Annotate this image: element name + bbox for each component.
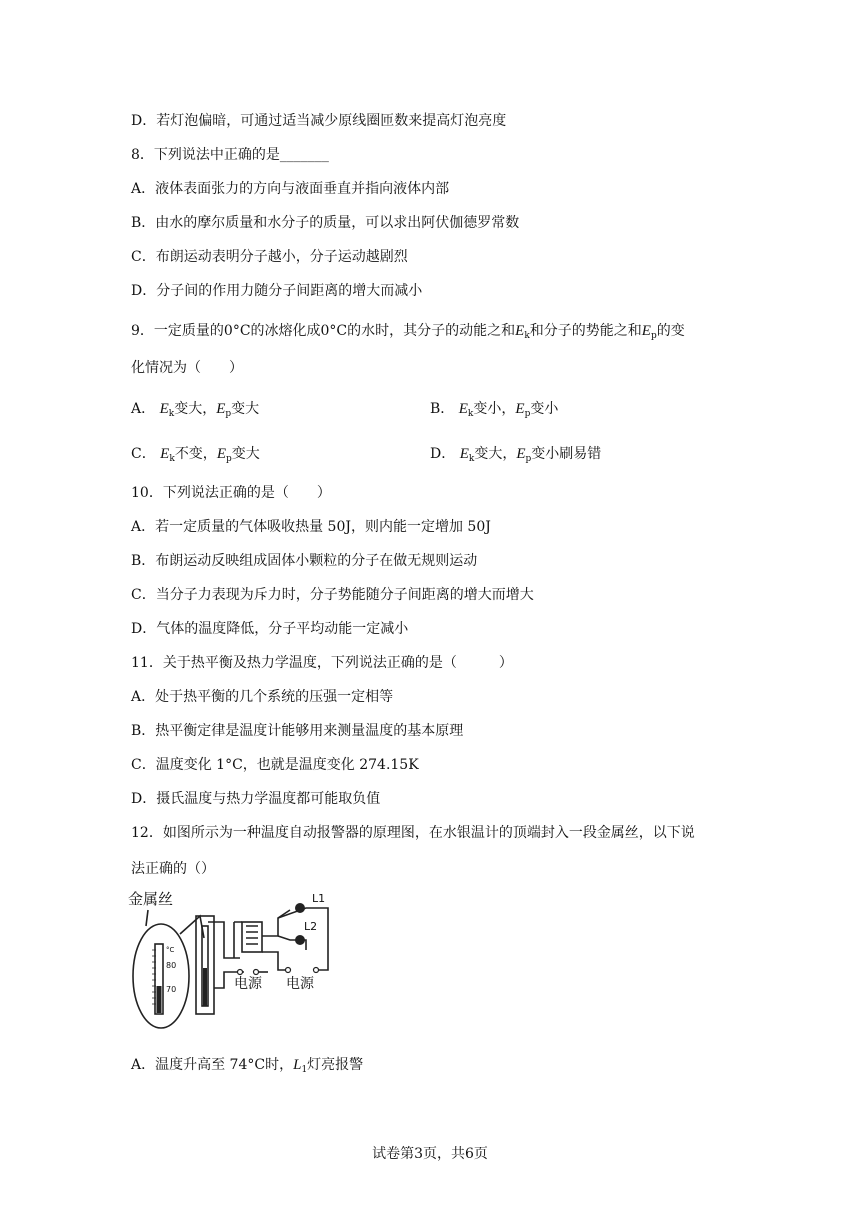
symbol-e: E xyxy=(516,446,526,462)
option-text: 变小 xyxy=(530,401,559,417)
q12-option-a xyxy=(131,1056,363,1074)
option-text: 变小刷易错 xyxy=(531,446,602,462)
power-label-2: 电源 xyxy=(286,976,314,992)
symbol-p: p xyxy=(524,409,531,419)
symbol-e: E xyxy=(216,446,226,462)
q9-stem-line1 xyxy=(131,322,685,340)
q12-stem-line2: 法正确的（） xyxy=(131,861,215,877)
option-label: B． xyxy=(430,401,455,417)
q10-stem: 10．下列说法正确的是（ ） xyxy=(131,485,331,501)
symbol-p: p xyxy=(225,409,232,419)
option-label: C． xyxy=(131,446,156,462)
q11-option-a: A．处于热平衡的几个系统的压强一定相等 xyxy=(131,689,394,705)
terminal xyxy=(286,968,291,973)
q9-text-b: 和分子的势能之和 xyxy=(529,323,642,339)
mercury-column xyxy=(203,968,207,1006)
option-text: 变大 xyxy=(231,446,260,462)
wire-label: 金属丝 xyxy=(128,890,174,908)
symbol-e: E xyxy=(641,323,651,339)
symbol-k: k xyxy=(467,409,474,419)
scale-80: 80 xyxy=(166,961,177,970)
q8-option-d: D．分子间的作用力随分子间距离的增大而减小 xyxy=(131,283,423,299)
symbol-e: E xyxy=(159,401,169,417)
lamp-l2 xyxy=(295,935,305,945)
symbol-p: p xyxy=(650,331,657,341)
symbol-p: p xyxy=(225,454,232,464)
q9-text-c: 的变 xyxy=(656,323,685,339)
coil-windings xyxy=(246,926,258,944)
symbol-e: E xyxy=(458,401,468,417)
symbol-k: k xyxy=(524,331,530,341)
option-label: D． xyxy=(430,446,456,462)
q8-option-a: A．液体表面张力的方向与液面垂直并指向液体内部 xyxy=(131,181,450,197)
q9-text-a: 9．一定质量的0°C的冰熔化成0°C的水时，其分子的动能之和 xyxy=(131,323,516,339)
q8-stem: 8．下列说法中正确的是_______ xyxy=(131,147,329,163)
symbol-e: E xyxy=(160,446,170,462)
option-text: 变大， xyxy=(474,446,517,462)
q8-option-c: C．布朗运动表明分子越小，分子运动越剧烈 xyxy=(131,249,408,265)
callout-lines xyxy=(180,916,204,938)
page-footer: 试卷第3页，共6页 xyxy=(372,1146,488,1162)
q9-option-a xyxy=(131,400,259,418)
q11-option-c: C．温度变化 1°C，也就是温度变化 274.15K xyxy=(131,757,419,773)
terminal xyxy=(238,970,243,975)
option-text: 变大 xyxy=(231,401,260,417)
terminal xyxy=(254,970,259,975)
q11-stem: 11．关于热平衡及热力学温度，下列说法正确的是（ ） xyxy=(131,655,513,671)
option-text: 不变， xyxy=(174,446,217,462)
q10-option-c: C．当分子力表现为斥力时，分子势能随分子间距离的增大而增大 xyxy=(131,587,534,603)
symbol-e: E xyxy=(515,323,525,339)
symbol-e: E xyxy=(459,446,469,462)
symbol-e: E xyxy=(515,401,525,417)
q12-stem-line1: 12．如图所示为一种温度自动报警器的原理图，在水银温计的顶端封入一段金属丝，以下说 xyxy=(131,825,695,841)
q11-option-b: B．热平衡定律是温度计能够用来测量温度的基本原理 xyxy=(131,723,464,739)
q8-option-b: B．由水的摩尔质量和水分子的质量，可以求出阿伏伽德罗常数 xyxy=(131,215,520,231)
label-pointer xyxy=(146,910,148,926)
symbol-k: k xyxy=(168,409,175,419)
symbol-p: p xyxy=(525,454,532,464)
lamp-l1 xyxy=(295,903,305,913)
l2-label: L2 xyxy=(304,920,318,933)
q11-option-d: D．摄氏温度与热力学温度都可能取负值 xyxy=(131,791,381,807)
option-text: 变小， xyxy=(473,401,516,417)
wire-top xyxy=(208,922,240,958)
scale-unit: °C xyxy=(166,946,175,954)
relay-wire-bottom xyxy=(262,952,288,970)
q9-option-b xyxy=(430,400,558,418)
q10-option-d: D．气体的温度降低，分子平均动能一定减小 xyxy=(131,621,409,637)
symbol-k: k xyxy=(169,454,175,464)
power-label-1: 电源 xyxy=(234,976,262,992)
alarm-circuit-figure xyxy=(128,888,338,1033)
option-text: 灯亮报警 xyxy=(307,1057,364,1073)
symbol-e: E xyxy=(216,401,226,417)
l1-label: L1 xyxy=(312,892,326,905)
q9-option-d xyxy=(430,445,601,463)
symbol-l: L xyxy=(293,1057,302,1073)
q9-stem-line2: 化情况为（ ） xyxy=(131,360,243,376)
q7-option-d: D．若灯泡偏暗，可通过适当减少原线圈匝数来提高灯泡亮度 xyxy=(131,113,507,129)
option-label: A． xyxy=(131,401,156,417)
scale-70: 70 xyxy=(166,985,177,994)
mercury-column-bubble xyxy=(157,986,162,1013)
q10-option-b: B．布朗运动反映组成固体小颗粒的分子在做无规则运动 xyxy=(131,553,478,569)
option-text: 变大， xyxy=(174,401,217,417)
symbol-subscript-1: 1 xyxy=(301,1065,308,1075)
terminal xyxy=(314,968,319,973)
option-text: A．温度升高至 74°C时， xyxy=(131,1057,294,1073)
q9-option-c xyxy=(131,445,260,463)
q10-option-a: A．若一定质量的气体吸收热量 50J，则内能一定增加 50J xyxy=(131,519,491,535)
symbol-k: k xyxy=(468,454,475,464)
